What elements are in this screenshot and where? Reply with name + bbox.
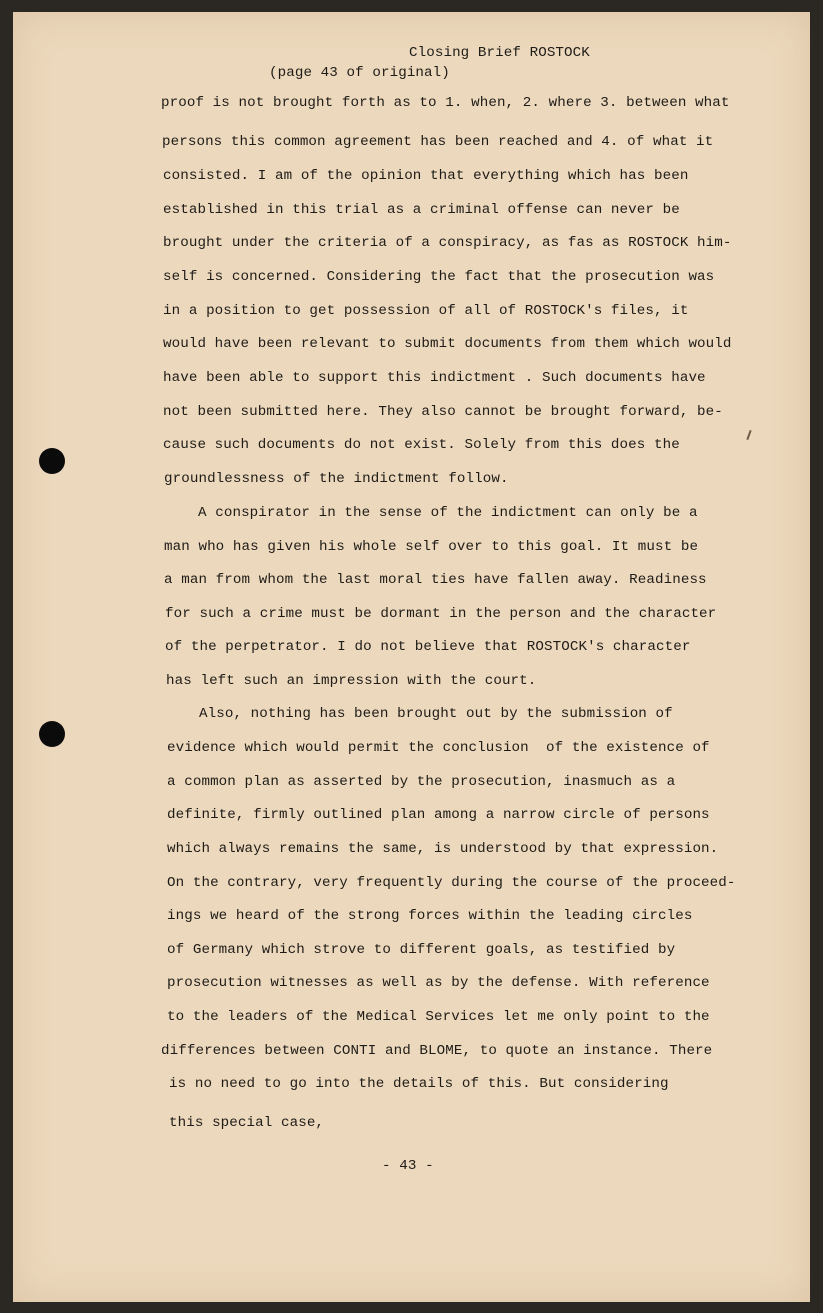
text-line: is no need to go into the details of this. But considering	[169, 1076, 669, 1092]
text-line: has left such an impression with the court.	[166, 673, 537, 689]
punch-hole	[39, 448, 65, 474]
document-title: Closing Brief ROSTOCK	[409, 45, 590, 61]
text-line: self is concerned. Considering the fact that the prosecution was	[163, 269, 715, 285]
text-line: to the leaders of the Medical Services let me only point to the	[167, 1009, 710, 1025]
text-line: for such a crime must be dormant in the person and the character	[165, 606, 717, 622]
document-subtitle: (page 43 of original)	[269, 65, 450, 81]
text-line: A conspirator in the sense of the indictment can only be a	[198, 505, 698, 521]
text-line: Also, nothing has been brought out by the submission of	[199, 706, 673, 722]
text-line: On the contrary, very frequently during the course of the proceed-	[167, 875, 736, 891]
text-line: cause such documents do not exist. Solely from this does the	[163, 437, 680, 453]
text-line: not been submitted here. They also cannot be brought forward, be-	[163, 404, 723, 420]
text-line: of the perpetrator. I do not believe that ROSTOCK's character	[165, 639, 691, 655]
text-line: consisted. I am of the opinion that everything which has been	[163, 168, 689, 184]
text-line: would have been relevant to submit documents from them which would	[163, 336, 732, 352]
text-line: groundlessness of the indictment follow.	[164, 471, 509, 487]
stray-pen-mark	[746, 430, 751, 440]
document-page	[13, 12, 810, 1302]
text-line: this special case,	[169, 1115, 325, 1131]
text-line: proof is not brought forth as to 1. when, 2. where 3. between what	[161, 95, 730, 111]
text-line: definite, firmly outlined plan among a narrow circle of persons	[167, 807, 710, 823]
text-line: evidence which would permit the conclusion of the existence of	[167, 740, 710, 756]
text-line: a man from whom the last moral ties have fallen away. Readiness	[164, 572, 707, 588]
text-line: differences between CONTI and BLOME, to quote an instance. There	[161, 1043, 713, 1059]
text-line: prosecution witnesses as well as by the defense. With reference	[167, 975, 710, 991]
text-line: have been able to support this indictment . Such documents have	[163, 370, 706, 386]
text-line: of Germany which strove to different goals, as testified by	[167, 942, 676, 958]
text-line: a common plan as asserted by the prosecution, inasmuch as a	[167, 774, 676, 790]
text-line: ings we heard of the strong forces within the leading circles	[167, 908, 693, 924]
punch-hole	[39, 721, 65, 747]
text-line: which always remains the same, is understood by that expression.	[167, 841, 719, 857]
text-line: brought under the criteria of a conspiracy, as fas as ROSTOCK him-	[163, 235, 732, 251]
text-line: man who has given his whole self over to this goal. It must be	[164, 539, 699, 555]
text-line: in a position to get possession of all of ROSTOCK's files, it	[163, 303, 689, 319]
text-line: persons this common agreement has been reached and 4. of what it	[162, 134, 714, 150]
text-line: established in this trial as a criminal offense can never be	[163, 202, 680, 218]
page-number: - 43 -	[382, 1158, 434, 1174]
